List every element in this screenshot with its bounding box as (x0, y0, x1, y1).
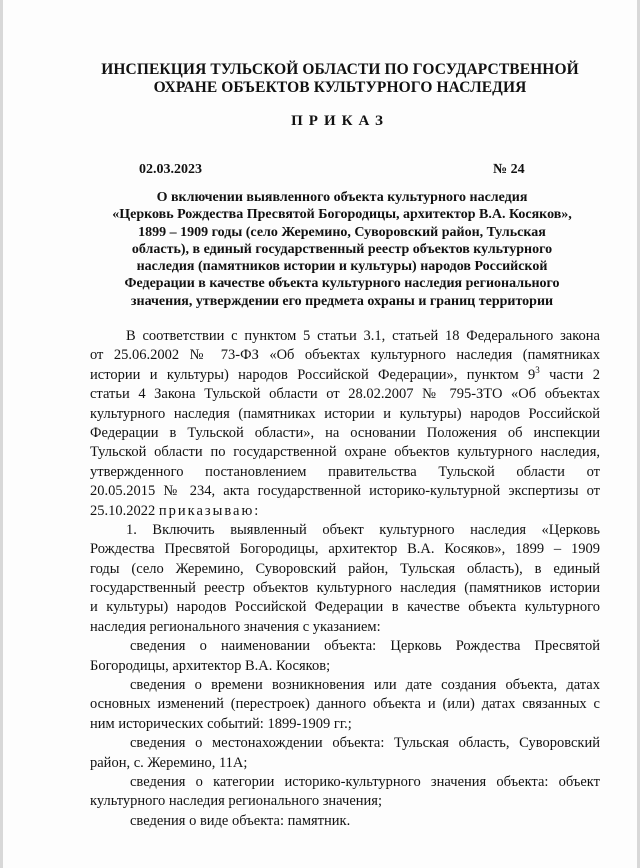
clause-line: государственный реестр объектов культурного наследия (памятников истории (90, 580, 600, 597)
clause-line: наследия регионального значения с указанием: (90, 618, 381, 635)
clause-line: 1. Включить выявленный объект культурного наследия «Церковь (126, 521, 600, 538)
subject-line: «Церковь Рождества Пресвятой Богородицы, архитектор В.А. Косяков», (112, 207, 572, 223)
preamble-text: части 2 (539, 366, 600, 383)
document-type: ПРИКАЗ (291, 113, 389, 129)
subject-line: О включении выявленного объекта культурного наследия (156, 190, 528, 205)
preamble-line: Федерации в Тульской области», на основании Положения об инспекции (90, 424, 600, 441)
preamble-line: культурного наследия (памятниках истории и культуры) народов Российской (90, 405, 600, 422)
info-item-line: Богородицы, архитектор В.А. Косяков; (90, 657, 331, 674)
org-line-2: ОХРАНЕ ОБЪЕКТОВ КУЛЬТУРНОГО НАСЛЕДИЯ (153, 79, 527, 96)
info-item-line: основных изменений (перестроек) данного объекта и (или) датах связанных с (90, 696, 600, 713)
subject-line: 1899 – 1909 годы (село Жеремино, Суворовский район, Тульская (138, 224, 546, 240)
preamble-line: утвержденного постановлением правительства Тульской области от (90, 463, 600, 480)
info-item-line: сведения о виде объекта: памятник. (130, 812, 351, 829)
preamble-line: 20.05.2015 № 234, акта государственной историко-культурной экспертизы от (90, 483, 600, 500)
preamble-line: от 25.06.2002 № 73-ФЗ «Об объектах культурного наследия (памятниках (90, 347, 600, 364)
clause-line: и культуры) народов Российской Федерации в качестве объекта культурного (90, 599, 600, 616)
preamble-line: статьи 4 Закона Тульской области от 28.02.2007 № 795-ЗТО «Об объектах (90, 386, 600, 403)
clause-line: Рождества Пресвятой Богородицы, архитектор В.А. Косяков», 1899 – 1909 (90, 541, 600, 558)
scan-edge-left (0, 0, 3, 868)
subject-line: область), в единый государственный реестр объектов культурного (131, 241, 553, 257)
info-item-line: сведения о категории историко-культурного значения объекта: объект (130, 773, 600, 790)
preamble-text: истории и культуры) народов Российской Федерации», пунктом 9 (90, 366, 536, 383)
order-body (90, 327, 600, 831)
info-item-line: сведения о времени возникновения или дате создания объекта, датах (130, 677, 600, 694)
preamble-line: В соответствии с пунктом 5 статьи 3.1, статьей 18 Федерального закона (126, 328, 600, 344)
superscript: 3 (535, 365, 540, 375)
info-item-line: район, с. Жеремино, 11А; (90, 754, 248, 771)
order-subject (82, 189, 602, 310)
preamble-line: Тульской области по государственной охране объектов культурного наследия, (90, 444, 600, 461)
preamble-line (90, 502, 600, 521)
subject-line: значения, утверждении его предмета охраны и границ территории (130, 293, 554, 309)
info-item-line: сведения о наименовании объекта: Церковь Рождества Пресвятой (130, 638, 600, 655)
info-item-line: сведения о местонахождении объекта: Тульская область, Суворовский (130, 735, 600, 752)
preamble-line (90, 366, 600, 385)
info-item-line: культурного наследия регионального значения; (90, 793, 382, 810)
organization-name (90, 61, 590, 97)
order-number: № 24 (493, 162, 525, 177)
org-line-1: ИНСПЕКЦИЯ ТУЛЬСКОЙ ОБЛАСТИ ПО ГОСУДАРСТВЕННОЙ (101, 61, 579, 78)
info-item-line: ним исторических событий: 1899-1909 гг.; (90, 715, 352, 732)
subject-line: Федерации в качестве объекта культурного наследия регионального (124, 276, 560, 292)
preamble-text: 25.10.2022 (90, 502, 159, 519)
order-date: 02.03.2023 (139, 162, 202, 177)
subject-line: наследия (памятников истории и культуры) народов Российской (136, 259, 548, 275)
order-word: приказываю: (158, 502, 261, 519)
clause-line: годы (село Жеремино, Суворовский район, Тульская область), в единый (90, 560, 600, 577)
